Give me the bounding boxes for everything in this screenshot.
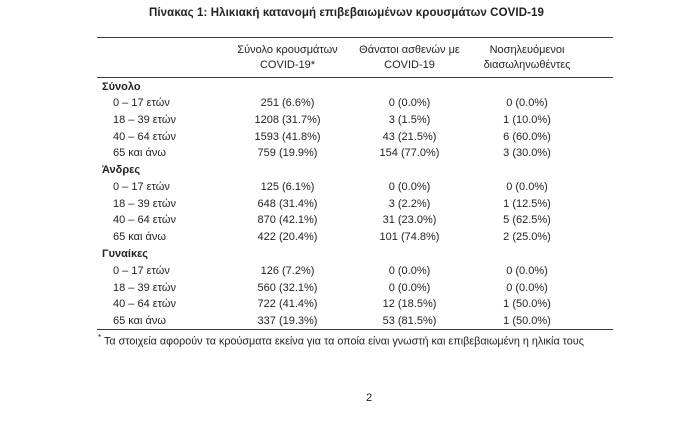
deaths-value: 31 (23.0%) (382, 214, 437, 227)
footnote-asterisk: * (98, 333, 102, 343)
intubated-value: 1 (50.0%) (503, 298, 551, 311)
deaths-value: 0 (0.0%) (388, 97, 431, 110)
intubated-value: 5 (62.5%) (503, 214, 551, 227)
intubated-value: 6 (60.0%) (503, 130, 551, 143)
deaths-value: 154 (77.0%) (379, 147, 440, 160)
cases-value: 870 (42.1%) (257, 214, 318, 227)
deaths-value: 3 (1.5%) (388, 114, 431, 127)
cases-value: 759 (19.9%) (257, 147, 318, 160)
table-row (97, 95, 613, 112)
intubated-value: 3 (30.0%) (503, 147, 551, 160)
section-header-women (97, 246, 613, 263)
age-group-label: 18 – 39 ετών (113, 114, 176, 127)
intubated-value: 0 (0.0%) (506, 181, 548, 194)
age-group-label: 65 και άνω (113, 147, 166, 160)
table-row (97, 313, 613, 330)
age-group-label: 0 – 17 ετών (113, 97, 170, 110)
age-group-label: 65 και άνω (113, 231, 166, 244)
age-group-label: 18 – 39 ετών (113, 281, 176, 294)
table-header-row (97, 38, 613, 77)
table-row (97, 279, 613, 296)
intubated-value: 1 (10.0%) (503, 114, 551, 127)
cases-value: 422 (20.4%) (257, 231, 318, 244)
table-row (97, 128, 613, 145)
deaths-value: 53 (81.5%) (382, 314, 437, 327)
intubated-value: 0 (0.0%) (506, 264, 548, 277)
cases-value: 1593 (41.8%) (254, 130, 321, 143)
deaths-value: 12 (18.5%) (382, 298, 437, 311)
deaths-value: 0 (0.0%) (388, 181, 431, 194)
age-group-label: 40 – 64 ετών (113, 130, 176, 143)
age-group-label: 65 και άνω (113, 314, 166, 327)
deaths-value: 101 (74.8%) (379, 231, 440, 244)
cases-value: 337 (19.3%) (257, 314, 318, 327)
section-label: Σύνολο (102, 80, 141, 93)
column-header-deaths-line1: Θάνατοι ασθενών με (359, 44, 460, 56)
column-header-cases-line2: COVID-19* (259, 58, 316, 71)
deaths-value: 0 (0.0%) (388, 264, 431, 277)
table-row (97, 263, 613, 280)
age-group-label: 0 – 17 ετών (113, 181, 170, 194)
column-header-deaths (358, 43, 461, 72)
table-row (97, 145, 613, 162)
table-bottom-rule (97, 329, 613, 330)
covid-age-table (97, 37, 613, 348)
cases-value: 126 (7.2%) (260, 264, 315, 277)
age-group-label: 18 – 39 ετών (113, 197, 176, 210)
table-row (97, 296, 613, 313)
age-group-label: 40 – 64 ετών (113, 298, 176, 311)
table-row (97, 179, 613, 196)
section-label: Γυναίκες (102, 248, 149, 260)
section-header-men (97, 162, 613, 179)
cases-value: 1208 (31.7%) (254, 114, 321, 127)
deaths-value: 43 (21.5%) (382, 130, 437, 143)
table-footnote (97, 333, 613, 348)
cases-value: 648 (31.4%) (257, 197, 318, 210)
column-header-deaths-line2: COVID-19 (384, 58, 435, 71)
table-title: Πίνακας 1: Ηλικιακή κατανομή επιβεβαιωμένων κρουσμάτων COVID-19 (148, 7, 545, 19)
deaths-value: 0 (0.0%) (388, 281, 431, 294)
column-header-cases (217, 43, 358, 72)
cases-value: 125 (6.1%) (260, 181, 315, 194)
column-header-intubated-line2: διασωληνωθέντες (483, 58, 571, 71)
cases-value: 251 (6.6%) (260, 97, 315, 110)
deaths-value: 3 (2.2%) (388, 197, 431, 210)
intubated-value: 0 (0.0%) (506, 281, 548, 294)
column-header-intubated-line1: Νοσηλευόμενοι (489, 44, 565, 56)
section-label: Άνδρες (102, 164, 141, 177)
cases-value: 560 (32.1%) (257, 281, 318, 294)
table-row (97, 229, 613, 246)
intubated-value: 0 (0.0%) (506, 97, 548, 110)
footnote-text: Τα στοιχεία αφορούν τα κρούσματα εκείνα για τα οποία είναι γνωστή και επιβεβαιωμένη η ηλικία τους (103, 335, 584, 348)
section-header-total (97, 78, 613, 95)
page-number: 2 (366, 392, 373, 404)
column-header-cases-line1: Σύνολο κρουσμάτων (237, 44, 338, 56)
intubated-value: 1 (50.0%) (503, 314, 551, 327)
column-header-intubated (461, 43, 593, 72)
table-row (97, 212, 613, 229)
age-group-label: 0 – 17 ετών (113, 264, 170, 277)
cases-value: 722 (41.4%) (257, 298, 318, 311)
table-row (97, 195, 613, 212)
intubated-value: 1 (12.5%) (503, 197, 551, 210)
intubated-value: 2 (25.0%) (503, 231, 551, 244)
table-row (97, 112, 613, 129)
age-group-label: 40 – 64 ετών (113, 214, 176, 227)
